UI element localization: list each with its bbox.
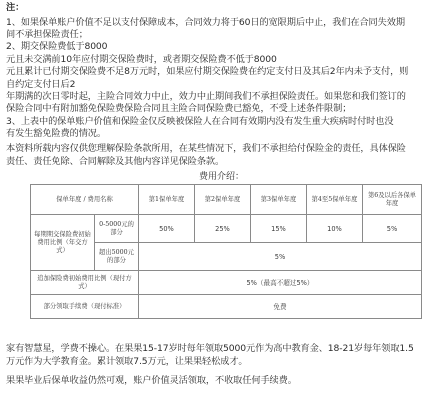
table-row: [31, 271, 422, 295]
year-header: 第4至5保单年度: [307, 185, 363, 215]
note-line: 3、上表中的保单账户价值和保险金仅反映被保险人在合同有效期内没有发生重大疾病时付时也没: [6, 116, 394, 127]
row-label: 每期期交保险费初始费用比例（年交方式）: [31, 215, 95, 271]
note-heading: 注：: [6, 2, 25, 13]
table-cell: 10%: [307, 215, 363, 243]
disclaimer-line: 责任、责任免除、合同解除及其他内容详见保险条款。: [6, 156, 225, 167]
year-header: 第2保单年度: [195, 185, 251, 215]
year-header: 第3保单年度: [251, 185, 307, 215]
tail-line: 果果毕业后保单收益仍然可观，账户价值灵活领取，不收取任何手续费。: [6, 375, 297, 386]
note-line: 元且未交满前10年应付期交保险费时，或者期交保险费不低于8000: [6, 54, 277, 65]
table-corner-cell: 保单年度 / 费用名称: [31, 185, 139, 215]
tail-line: 家有智慧星，学费不操心。在果果15-17岁时每年领取5000元作为高中教育金、18-21岁每年领取1.5: [6, 343, 414, 354]
note-line: 1、如果保单账户价值不足以支付保障成本，合同效力将于60日的宽限期后中止，我们在合同失效期: [6, 17, 405, 28]
table-cell: 25%: [195, 215, 251, 243]
note-line: 保险合同中有附加豁免保险费保险合同且主险合同保险费已豁免，不受上述条件限制；: [6, 103, 352, 114]
table-row: [31, 215, 422, 243]
year-header: 第1保单年度: [139, 185, 195, 215]
table-cell: 5%: [363, 215, 422, 243]
disclaimer-line: 本资料所载内容仅供您理解保险条款所用，在某些情况下，我们不承担给付保险金的责任，具体保险: [6, 143, 406, 154]
fee-table: [30, 184, 422, 319]
note-line: 年期满的次日零时起，主险合同效力中止，效力中止期间我们不承担保险责任。如果您和我们签订的: [6, 91, 406, 102]
note-line: 有发生豁免险费的情况。: [6, 128, 106, 139]
table-cell: 免费: [139, 295, 422, 319]
note-line: 间不承担保险责任；: [6, 29, 88, 40]
row-label: 部分领取手续费（现付标准）: [31, 295, 139, 319]
note-line: 2、期交保险费低于8000: [6, 41, 108, 52]
table-header-row: [31, 185, 422, 215]
tail-line: 万元作为大学教育金。累计领取7.5万元，让果果轻松成才。: [6, 356, 248, 367]
table-cell: 5%: [139, 243, 422, 271]
year-header: 第6及以后各保单年度: [363, 185, 422, 215]
table-row: [31, 295, 422, 319]
row-sub-label: 超出5000元的部分: [95, 243, 139, 271]
table-cell: 15%: [251, 215, 307, 243]
row-sub-label: 0-5000元的部分: [95, 215, 139, 243]
note-line: 元且累计已付期交保险费不足8万元时，如果应付期交保险费在约定支付日及其后2年内未予支付，则: [6, 66, 409, 77]
note-line: 自约定支付日后2: [6, 79, 76, 90]
table-cell: 50%: [139, 215, 195, 243]
table-caption: 费用介绍：: [198, 172, 244, 182]
table-cell: 5%（最高不超过5%）: [139, 271, 422, 295]
row-label: 追加保险费初始费用比例（现付方式）: [31, 271, 139, 295]
